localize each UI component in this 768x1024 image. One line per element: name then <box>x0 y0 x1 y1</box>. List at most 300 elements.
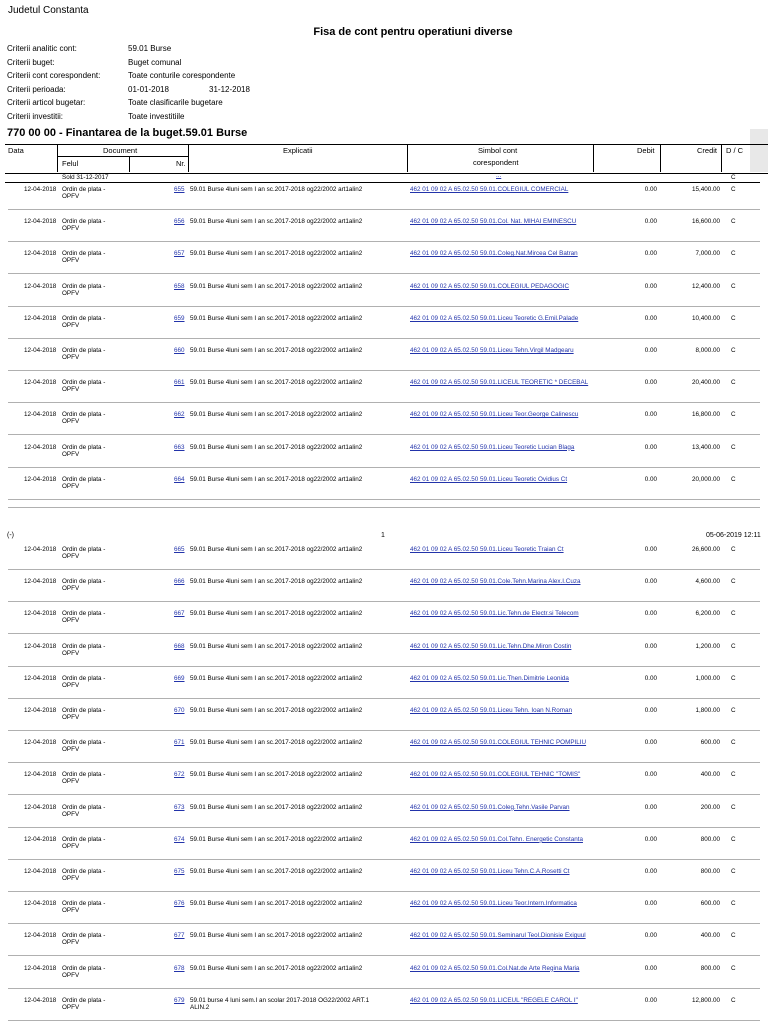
table-row <box>0 704 768 734</box>
col-dc: D / C <box>726 146 744 155</box>
col-credit: Credit <box>697 146 718 155</box>
table-row <box>0 962 768 992</box>
criteria-label: Criterii analitic cont: <box>7 44 77 53</box>
row-debit: 0.00 <box>644 868 657 875</box>
table-row <box>0 312 768 342</box>
table-row <box>0 247 768 277</box>
row-type: Ordin de plata - <box>62 803 106 811</box>
row-type-code: OPFV <box>62 418 80 426</box>
row-credit: 200.00 <box>700 803 720 811</box>
row-account-symbol-link[interactable]: 462 01 09 02 A 65.02.50 59.01.COLEGIUL PEDAGOGIC <box>410 282 570 290</box>
row-date: 12-04-2018 <box>24 771 57 779</box>
row-doc-number-link[interactable]: 655 <box>174 186 185 193</box>
row-type: Ordin de plata - <box>62 868 106 875</box>
row-explanation: 59.01 Burse 4luni sem I an sc.2017-2018 og22/2002 art1alin2 <box>190 771 363 779</box>
table-row <box>0 408 768 438</box>
row-type-code: OPFV <box>62 321 80 329</box>
row-date: 12-04-2018 <box>24 578 57 586</box>
row-type-code: OPFV <box>62 939 80 947</box>
row-type-code: OPFV <box>62 553 80 560</box>
row-debit: 0.00 <box>644 475 657 483</box>
row-explanation: 59.01 Burse 4luni sem I an sc.2017-2018 og22/2002 art1alin2 <box>190 443 363 451</box>
row-type-code: OPFV <box>62 971 80 979</box>
row-explanation: 59.01 Burse 4luni sem I an sc.2017-2018 og22/2002 art1alin2 <box>190 578 363 586</box>
row-type: Ordin de plata - <box>62 186 106 193</box>
row-date: 12-04-2018 <box>24 868 57 875</box>
row-account-symbol-link[interactable]: 462 01 09 02 A 65.02.50 59.01.Liceu Teor.Intern.Informatica <box>410 900 577 908</box>
row-type-code: OPFV <box>62 842 80 850</box>
criteria-row <box>7 98 307 110</box>
criteria-row <box>7 85 307 97</box>
row-explanation: 59.01 Burse 4luni sem I an sc.2017-2018 og22/2002 art1alin2 <box>190 379 363 387</box>
row-dc: C <box>731 250 736 258</box>
row-type-code: OPFV <box>62 681 80 689</box>
row-credit: 4,600.00 <box>695 578 720 586</box>
col-explicatii: Explicatii <box>283 146 313 155</box>
row-debit: 0.00 <box>644 964 657 972</box>
row-doc-number-link[interactable]: 675 <box>174 868 185 875</box>
row-dc: C <box>731 314 736 322</box>
row-type: Ordin de plata - <box>62 707 106 714</box>
row-date: 12-04-2018 <box>24 707 57 714</box>
row-dc: C <box>731 642 736 650</box>
col-nr: Nr. <box>176 159 186 168</box>
col-corespondent: corespondent <box>473 158 519 167</box>
row-credit: 15,400.00 <box>691 186 720 193</box>
row-date: 12-04-2018 <box>24 803 57 811</box>
row-explanation: 59.01 Burse 4luni sem I an sc.2017-2018 og22/2002 art1alin2 <box>190 314 363 322</box>
row-date: 12-04-2018 <box>24 379 57 387</box>
row-explanation: 59.01 Burse 4luni sem I an sc.2017-2018 og22/2002 art1alin2 <box>190 900 363 908</box>
row-account-symbol-link[interactable]: 462 01 09 02 A 65.02.50 59.01.Lic.Tehn.Dhe.Miron Costin <box>410 642 572 650</box>
col-debit: Debit <box>637 146 655 155</box>
row-type: Ordin de plata - <box>62 218 106 226</box>
row-separator <box>8 827 760 828</box>
row-doc-number-link[interactable]: 678 <box>174 964 185 972</box>
row-account-symbol-link[interactable]: 462 01 09 02 A 65.02.50 59.01.Liceu Teoretic G.Emil.Palade <box>410 314 579 322</box>
row-credit: 20,400.00 <box>691 379 720 387</box>
row-type: Ordin de plata - <box>62 610 106 618</box>
row-dc: C <box>731 546 736 553</box>
row-date: 12-04-2018 <box>24 475 57 483</box>
row-type: Ordin de plata - <box>62 674 106 682</box>
criteria-value: Toate conturile corespondente <box>128 71 236 81</box>
row-dc: C <box>731 900 736 908</box>
row-explanation: 59.01 Burse 4luni sem I an sc.2017-2018 og22/2002 art1alin2 <box>190 739 363 747</box>
table-row <box>0 801 768 831</box>
col-felul: Felul <box>62 159 79 168</box>
row-separator <box>8 569 760 570</box>
row-dc: C <box>731 674 736 682</box>
row-credit: 20,000.00 <box>691 475 720 483</box>
row-type-code: OPFV <box>62 193 80 200</box>
row-doc-number-link[interactable]: 677 <box>174 932 185 940</box>
row-debit: 0.00 <box>644 739 657 747</box>
row-date: 12-04-2018 <box>24 835 57 843</box>
row-explanation-cont: ALIN.2 <box>190 1003 210 1011</box>
row-debit: 0.00 <box>644 642 657 650</box>
row-type: Ordin de plata - <box>62 546 106 553</box>
row-dc: C <box>731 475 736 483</box>
row-type: Ordin de plata - <box>62 282 106 290</box>
row-separator <box>8 434 760 435</box>
row-debit: 0.00 <box>644 250 657 258</box>
row-doc-number-link[interactable]: 667 <box>174 610 185 618</box>
print-date: 05-06-2019 12:11 <box>706 532 761 539</box>
row-credit: 26,600.00 <box>691 546 720 553</box>
criteria-label: Criterii buget: <box>7 57 55 67</box>
row-doc-number-link[interactable]: 669 <box>174 674 185 682</box>
row-type-code: OPFV <box>62 225 80 233</box>
row-separator <box>8 988 760 989</box>
county-name: Judetul Constanta <box>8 5 89 16</box>
row-separator <box>8 241 760 242</box>
row-dc: C <box>731 964 736 972</box>
row-debit: 0.00 <box>644 186 657 193</box>
table-row <box>0 865 768 895</box>
row-type: Ordin de plata - <box>62 642 106 650</box>
row-doc-number-link[interactable]: 662 <box>174 411 185 419</box>
table-row <box>0 833 768 863</box>
row-type-code: OPFV <box>62 907 80 915</box>
row-debit: 0.00 <box>644 379 657 387</box>
table-row <box>0 607 768 637</box>
row-type-code: OPFV <box>62 778 80 786</box>
row-type-code: OPFV <box>62 289 80 297</box>
row-explanation: 59.01 Burse 4luni sem I an sc.2017-2018 og22/2002 art1alin2 <box>190 186 363 193</box>
row-credit: 12,400.00 <box>691 282 720 290</box>
row-type: Ordin de plata - <box>62 475 106 483</box>
row-debit: 0.00 <box>644 347 657 354</box>
row-debit: 0.00 <box>644 282 657 290</box>
row-debit: 0.00 <box>644 771 657 779</box>
row-account-symbol-link[interactable]: 462 01 09 02 A 65.02.50 59.01.Coleg.Tehn.Vasile Parvan <box>410 803 570 811</box>
row-type-code: OPFV <box>62 354 80 361</box>
row-separator <box>8 955 760 956</box>
row-doc-number-link[interactable]: 657 <box>174 250 185 258</box>
row-type-code: OPFV <box>62 649 80 657</box>
row-credit: 12,800.00 <box>691 996 720 1004</box>
col-document: Document <box>103 146 138 155</box>
criteria-row <box>7 44 307 56</box>
row-credit: 16,600.00 <box>691 218 720 226</box>
row-dc: C <box>731 186 736 193</box>
row-credit: 1,800.00 <box>695 707 720 714</box>
document-title: Fisa de cont pentru operatiuni diverse <box>313 26 513 38</box>
row-debit: 0.00 <box>644 443 657 451</box>
row-account-symbol-link[interactable]: 462 01 09 02 A 65.02.50 59.01.Liceu Teoretic Lucian Blaga <box>410 443 575 451</box>
row-account-symbol-link[interactable]: 462 01 09 02 A 65.02.50 59.01.Liceu Tehn.Virgil Madgearu <box>410 347 574 354</box>
row-debit: 0.00 <box>644 610 657 618</box>
row-explanation: 59.01 Burse 4luni sem I an sc.2017-2018 og22/2002 art1alin2 <box>190 932 363 940</box>
row-doc-number-link[interactable]: 673 <box>174 803 185 811</box>
col-simbol: Simbol cont <box>478 146 518 155</box>
row-type: Ordin de plata - <box>62 314 106 322</box>
row-date: 12-04-2018 <box>24 674 57 682</box>
row-account-symbol-link[interactable]: 462 01 09 02 A 65.02.50 59.01.Col.Tehn. Energetic Constanta <box>410 835 583 843</box>
row-doc-number-link[interactable]: 679 <box>174 996 185 1004</box>
table-row <box>0 736 768 766</box>
row-explanation: 59.01 Burse 4luni sem I an sc.2017-2018 og22/2002 art1alin2 <box>190 835 363 843</box>
row-account-symbol-link[interactable]: 462 01 09 02 A 65.02.50 59.01.Liceu Teor.George Calinescu <box>410 411 579 419</box>
row-separator <box>8 762 760 763</box>
row-type: Ordin de plata - <box>62 347 106 354</box>
row-explanation: 59.01 Burse 4luni sem I an sc.2017-2018 og22/2002 art1alin2 <box>190 674 363 682</box>
row-account-symbol-link[interactable]: 462 01 09 02 A 65.02.50 59.01.LICEUL "REGELE CAROL I" <box>410 996 578 1004</box>
row-type: Ordin de plata - <box>62 996 106 1004</box>
table-row <box>0 183 768 213</box>
row-separator <box>8 338 760 339</box>
row-explanation: 59.01 burse 4 luni sem.I an scolar 2017-2018 OG22/2002 ART.1 <box>190 996 370 1004</box>
table-row <box>0 994 768 1024</box>
sold-simbol[interactable]: ... <box>496 172 502 179</box>
sold-dc: C <box>731 174 736 181</box>
row-explanation: 59.01 Burse 4luni sem I an sc.2017-2018 og22/2002 art1alin2 <box>190 868 363 875</box>
row-type: Ordin de plata - <box>62 443 106 451</box>
row-date: 12-04-2018 <box>24 218 57 226</box>
row-type: Ordin de plata - <box>62 578 106 586</box>
row-debit: 0.00 <box>644 932 657 940</box>
row-account-symbol-link[interactable]: 462 01 09 02 A 65.02.50 59.01.Seminarul Teol.Dionisie Exiguul <box>410 932 586 940</box>
row-type-code: OPFV <box>62 1003 80 1011</box>
table-row <box>0 215 768 245</box>
row-account-symbol-link[interactable]: 462 01 09 02 A 65.02.50 59.01.Coleg.Nat.Mircea Cel Batran <box>410 250 578 258</box>
row-debit: 0.00 <box>644 411 657 419</box>
row-date: 12-04-2018 <box>24 996 57 1004</box>
row-date: 12-04-2018 <box>24 932 57 940</box>
row-type: Ordin de plata - <box>62 739 106 747</box>
row-dc: C <box>731 578 736 586</box>
row-separator <box>8 859 760 860</box>
row-doc-number-link[interactable]: 665 <box>174 546 185 553</box>
row-debit: 0.00 <box>644 707 657 714</box>
row-type: Ordin de plata - <box>62 379 106 387</box>
row-doc-number-link[interactable]: 671 <box>174 739 185 747</box>
row-type-code: OPFV <box>62 810 80 818</box>
row-account-symbol-link[interactable]: 462 01 09 02 A 65.02.50 59.01.COLEGIUL COMERCIAL <box>410 186 569 193</box>
row-doc-number-link[interactable]: 656 <box>174 218 185 226</box>
row-doc-number-link[interactable]: 663 <box>174 443 185 451</box>
row-debit: 0.00 <box>644 996 657 1004</box>
row-dc: C <box>731 996 736 1004</box>
criteria-value-end: 31-12-2018 <box>209 84 250 94</box>
row-type: Ordin de plata - <box>62 250 106 258</box>
row-separator <box>8 891 760 892</box>
table-row <box>0 376 768 406</box>
row-separator <box>8 306 760 307</box>
table-row <box>0 441 768 471</box>
row-type-code: OPFV <box>62 585 80 593</box>
row-dc: C <box>731 347 736 354</box>
row-type: Ordin de plata - <box>62 932 106 940</box>
row-account-symbol-link[interactable]: 462 01 09 02 A 65.02.50 59.01.Col. Nat. MIHAI EMINESCU <box>410 218 577 226</box>
row-doc-number-link[interactable]: 668 <box>174 642 185 650</box>
row-doc-number-link[interactable]: 672 <box>174 771 185 779</box>
criteria-value: Buget comunal <box>128 57 182 67</box>
criteria-label: Criterii cont corespondent: <box>7 71 101 81</box>
criteria-value: 59.01 Burse <box>128 44 172 53</box>
row-dc: C <box>731 803 736 811</box>
row-dc: C <box>731 771 736 779</box>
row-doc-number-link[interactable]: 670 <box>174 707 185 714</box>
row-credit: 16,800.00 <box>691 411 720 419</box>
row-explanation: 59.01 Burse 4luni sem I an sc.2017-2018 og22/2002 art1alin2 <box>190 282 363 290</box>
row-doc-number-link[interactable]: 666 <box>174 578 185 586</box>
row-date: 12-04-2018 <box>24 900 57 908</box>
row-separator <box>8 402 760 403</box>
criteria-row <box>7 112 307 124</box>
table-row <box>0 672 768 702</box>
row-credit: 400.00 <box>700 932 720 940</box>
row-credit: 800.00 <box>700 964 720 972</box>
row-separator <box>8 923 760 924</box>
table-row <box>0 473 768 503</box>
row-dc: C <box>731 835 736 843</box>
row-debit: 0.00 <box>644 218 657 226</box>
row-credit: 800.00 <box>700 835 720 843</box>
row-doc-number-link[interactable]: 658 <box>174 282 185 290</box>
row-debit: 0.00 <box>644 578 657 586</box>
row-dc: C <box>731 868 736 875</box>
row-account-symbol-link[interactable]: 462 01 09 02 A 65.02.50 59.01.Lic.Then.Dimitrie Leonida <box>410 674 569 682</box>
row-credit: 8,000.00 <box>695 347 720 354</box>
row-account-symbol-link[interactable]: 462 01 09 02 A 65.02.50 59.01.Cole.Tehn.Marina Alex.I.Cuza <box>410 578 581 586</box>
row-explanation: 59.01 Burse 4luni sem I an sc.2017-2018 og22/2002 art1alin2 <box>190 610 363 618</box>
row-separator <box>8 209 760 210</box>
row-doc-number-link[interactable]: 664 <box>174 475 185 483</box>
row-debit: 0.00 <box>644 803 657 811</box>
row-explanation: 59.01 Burse 4luni sem I an sc.2017-2018 og22/2002 art1alin2 <box>190 347 363 354</box>
row-date: 12-04-2018 <box>24 642 57 650</box>
row-date: 12-04-2018 <box>24 282 57 290</box>
table-row <box>0 543 768 573</box>
row-type-code: OPFV <box>62 714 80 721</box>
row-separator <box>8 370 760 371</box>
row-dc: C <box>731 411 736 419</box>
row-doc-number-link[interactable]: 659 <box>174 314 185 322</box>
row-doc-number-link[interactable]: 661 <box>174 379 185 387</box>
row-date: 12-04-2018 <box>24 610 57 618</box>
row-dc: C <box>731 707 736 714</box>
row-date: 12-04-2018 <box>24 964 57 972</box>
row-account-symbol-link[interactable]: 462 01 09 02 A 65.02.50 59.01.Liceu Teoretic Ovidius Ct <box>410 475 568 483</box>
row-separator <box>8 499 760 500</box>
row-doc-number-link[interactable]: 660 <box>174 347 185 354</box>
row-separator <box>8 730 760 731</box>
row-account-symbol-link[interactable]: 462 01 09 02 A 65.02.50 59.01.Liceu Tehn.C.A.Rosetti Ct <box>410 868 570 875</box>
sold-label: Sold 31-12-2017 <box>62 174 109 181</box>
row-debit: 0.00 <box>644 314 657 322</box>
row-dc: C <box>731 282 736 290</box>
row-credit: 1,000.00 <box>695 674 720 682</box>
row-dc: C <box>731 932 736 940</box>
row-type-code: OPFV <box>62 450 80 458</box>
row-account-symbol-link[interactable]: 462 01 09 02 A 65.02.50 59.01.COLEGIUL TEHNIC "TOMIS" <box>410 771 581 779</box>
criteria-label: Criterii perioada: <box>7 84 66 94</box>
row-separator <box>8 794 760 795</box>
row-type: Ordin de plata - <box>62 835 106 843</box>
row-dc: C <box>731 610 736 618</box>
criteria-row <box>7 58 307 70</box>
row-credit: 800.00 <box>700 868 720 875</box>
row-explanation: 59.01 Burse 4luni sem I an sc.2017-2018 og22/2002 art1alin2 <box>190 964 363 972</box>
row-explanation: 59.01 Burse 4luni sem I an sc.2017-2018 og22/2002 art1alin2 <box>190 707 363 714</box>
row-explanation: 59.01 Burse 4luni sem I an sc.2017-2018 og22/2002 art1alin2 <box>190 642 363 650</box>
row-separator <box>8 467 760 468</box>
row-type-code: OPFV <box>62 875 80 882</box>
row-dc: C <box>731 379 736 387</box>
row-debit: 0.00 <box>644 674 657 682</box>
row-credit: 13,400.00 <box>691 443 720 451</box>
table-row <box>0 897 768 927</box>
table-row <box>0 640 768 670</box>
row-explanation: 59.01 Burse 4luni sem I an sc.2017-2018 og22/2002 art1alin2 <box>190 475 363 483</box>
row-account-symbol-link[interactable]: 462 01 09 02 A 65.02.50 59.01.COLEGIUL TEHNIC POMPILIU <box>410 739 587 747</box>
row-explanation: 59.01 Burse 4luni sem I an sc.2017-2018 og22/2002 art1alin2 <box>190 411 363 419</box>
row-type: Ordin de plata - <box>62 411 106 419</box>
row-explanation: 59.01 Burse 4luni sem I an sc.2017-2018 og22/2002 art1alin2 <box>190 803 363 811</box>
row-date: 12-04-2018 <box>24 739 57 747</box>
row-separator <box>8 633 760 634</box>
row-dc: C <box>731 739 736 747</box>
row-credit: 600.00 <box>700 739 720 747</box>
row-account-symbol-link[interactable]: 462 01 09 02 A 65.02.50 59.01.Liceu Teoretic Traian Ct <box>410 546 564 553</box>
row-doc-number-link[interactable]: 674 <box>174 835 185 843</box>
row-debit: 0.00 <box>644 835 657 843</box>
row-debit: 0.00 <box>644 900 657 908</box>
row-type-code: OPFV <box>62 746 80 754</box>
row-type-code: OPFV <box>62 617 80 625</box>
footer-left: (-) <box>7 532 14 539</box>
table-row <box>0 280 768 310</box>
row-type: Ordin de plata - <box>62 900 106 908</box>
row-dc: C <box>731 443 736 451</box>
criteria-value: Toate investitiile <box>128 112 185 121</box>
row-date: 12-04-2018 <box>24 250 57 258</box>
criteria-row <box>7 71 307 83</box>
row-credit: 1,200.00 <box>695 642 720 650</box>
row-account-symbol-link[interactable]: 462 01 09 02 A 65.02.50 59.01.Liceu Tehn. Ioan N.Roman <box>410 707 572 714</box>
row-debit: 0.00 <box>644 546 657 553</box>
row-credit: 400.00 <box>700 771 720 779</box>
row-type: Ordin de plata - <box>62 964 106 972</box>
row-separator <box>8 698 760 699</box>
row-type-code: OPFV <box>62 257 80 265</box>
row-doc-number-link[interactable]: 676 <box>174 900 185 908</box>
row-credit: 7,000.00 <box>695 250 720 258</box>
row-explanation: 59.01 Burse 4luni sem I an sc.2017-2018 og22/2002 art1alin2 <box>190 250 363 258</box>
row-account-symbol-link[interactable]: 462 01 09 02 A 65.02.50 59.01.LICEUL TEORETIC * DECEBAL <box>410 379 589 387</box>
row-date: 12-04-2018 <box>24 443 57 451</box>
row-type-code: OPFV <box>62 482 80 490</box>
page-number: 1 <box>381 532 385 539</box>
row-credit: 6,200.00 <box>695 610 720 618</box>
row-credit: 10,400.00 <box>691 314 720 322</box>
section-title: 770 00 00 - Finantarea de la buget.59.01 Burse <box>7 127 248 139</box>
col-data: Data <box>8 146 24 155</box>
row-separator <box>8 666 760 667</box>
row-date: 12-04-2018 <box>24 314 57 322</box>
table-row <box>0 929 768 959</box>
row-type-code: OPFV <box>62 386 80 394</box>
table-row <box>0 344 768 374</box>
row-separator <box>8 601 760 602</box>
row-separator <box>8 273 760 274</box>
criteria-label: Criterii articol bugetar: <box>7 98 86 108</box>
row-account-symbol-link[interactable]: 462 01 09 02 A 65.02.50 59.01.Col.Nat.de Arte Regina Maria <box>410 964 580 972</box>
row-account-symbol-link[interactable]: 462 01 09 02 A 65.02.50 59.01.Lic.Tehn.de Electr.si Telecom <box>410 610 579 618</box>
row-credit: 600.00 <box>700 900 720 908</box>
